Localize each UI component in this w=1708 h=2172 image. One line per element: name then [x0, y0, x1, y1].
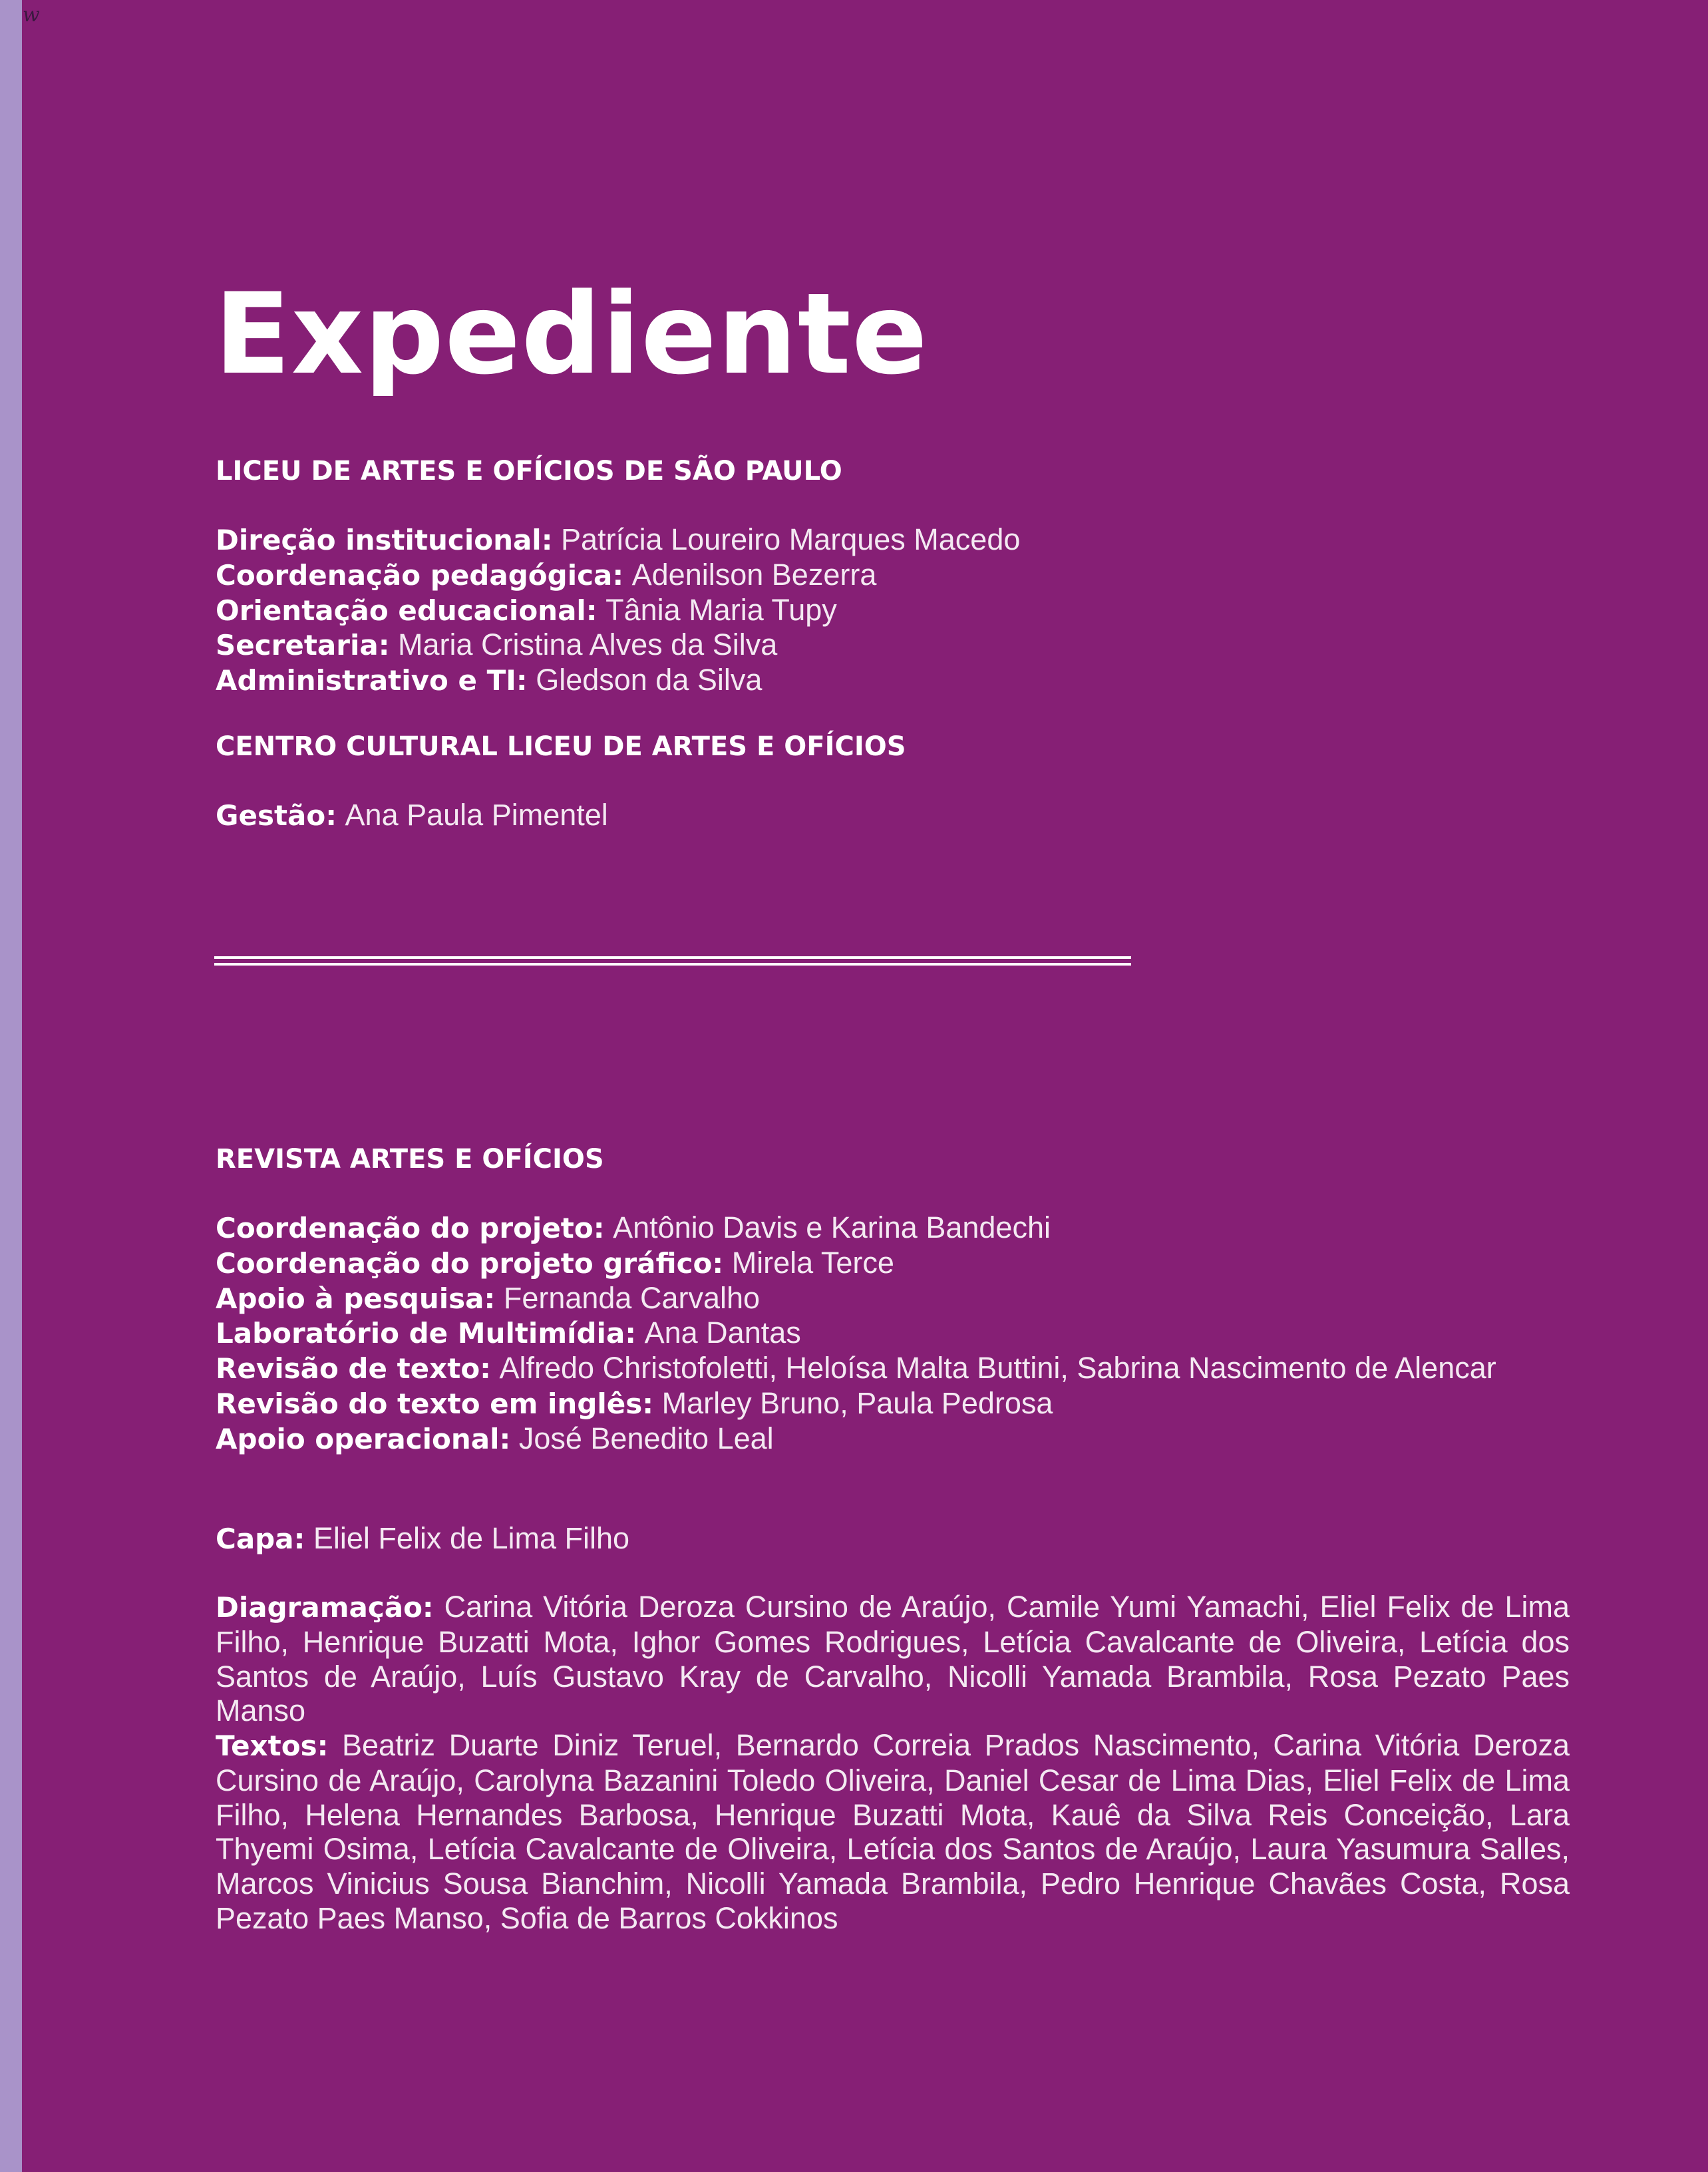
credit-value: Ana Paula Pimentel [345, 798, 608, 832]
credit-value: José Benedito Leal [518, 1421, 774, 1455]
page-title: Expediente [214, 269, 928, 399]
credit-secretaria [216, 628, 1570, 663]
credit-value: Antônio Davis e Karina Bandechi [613, 1210, 1051, 1244]
credit-label: Coordenação pedagógica: [216, 558, 624, 592]
credit-label: Orientação educacional: [216, 594, 598, 627]
credit-revisao-ingles [216, 1386, 1570, 1421]
credit-value: Alfredo Christofoletti, Heloísa Malta Buttini, Sabrina Nascimento de Alencar [499, 1351, 1496, 1385]
credit-label: Apoio à pesquisa: [216, 1282, 496, 1315]
credit-label: Coordenação do projeto gráfico: [216, 1246, 724, 1280]
section-divider [214, 956, 1131, 966]
credit-label: Laboratório de Multimídia: [216, 1317, 637, 1350]
credit-diagramacao [216, 1590, 1570, 1728]
credit-label: Coordenação do projeto: [216, 1212, 605, 1244]
credit-value: Gledson da Silva [536, 663, 763, 697]
side-strip [0, 0, 22, 2172]
credit-value: Adenilson Bezerra [631, 557, 877, 592]
credit-label: Capa: [216, 1523, 305, 1555]
credit-revisao-texto [216, 1351, 1570, 1386]
credit-value: Ana Dantas [644, 1316, 801, 1350]
credit-coordenacao-projeto [216, 1210, 1570, 1246]
credit-textos [216, 1728, 1570, 1936]
credit-apoio-operacional [216, 1421, 1570, 1457]
credit-label: Textos: [216, 1729, 329, 1762]
credit-value: Patrícia Loureiro Marques Macedo [561, 522, 1021, 556]
credit-label: Diagramação: [216, 1591, 434, 1624]
credit-value: Mirela Terce [731, 1245, 894, 1280]
credit-gestao [216, 798, 1570, 833]
divider-line-bottom [214, 963, 1131, 966]
centro-cultural-heading: CENTRO CULTURAL LICEU DE ARTES E OFÍCIOS [216, 731, 906, 762]
credit-label: Gestão: [216, 799, 337, 832]
credit-direcao [216, 522, 1570, 558]
credit-label: Secretaria: [216, 629, 390, 662]
credit-value: Marley Bruno, Paula Pedrosa [661, 1385, 1053, 1420]
credit-value: Beatriz Duarte Diniz Teruel, Bernardo Correia Prados Nascimento, Carina Vitória Deroza Cursino de Araújo, Carolyna Bazanini Toledo Oliveira, Daniel Cesar de Lima Dias, Eliel Felix de Lima Filho, Helena Hernandes Barbosa, Henrique Buzatti Mota, Kauê da Silva Reis Conceição, Lara Thyemi Osima, Letícia Cavalcante de Oliveira, Letícia dos Santos de Araújo, Laura Yasumura Salles, Marcos Vinicius Sousa Bianchim, Nicolli Yamada Brambila, Pedro Henrique Chavães Costa, Rosa Pezato Paes Manso, Sofia de Barros Cokkinos [216, 1728, 1570, 1935]
corner-mark: w [23, 3, 40, 27]
divider-line-top [214, 956, 1131, 959]
credit-coordenacao-pedagogica [216, 558, 1570, 593]
credit-label: Revisão de texto: [216, 1352, 491, 1385]
liceu-heading: LICEU DE ARTES E OFÍCIOS DE SÃO PAULO [216, 456, 842, 486]
credit-administrativo [216, 663, 1570, 698]
credit-value: Fernanda Carvalho [503, 1280, 761, 1315]
credit-value: Carina Vitória Deroza Cursino de Araújo, Camile Yumi Yamachi, Eliel Felix de Lima Filho, Henrique Buzatti Mota, Ighor Gomes Rodrigues, Letícia Cavalcante de Oliveira, Letícia dos Santos de Araújo, Luís Gustavo Kray de Carvalho, Nicolli Yamada Brambila, Rosa Pezato Paes Manso [216, 1590, 1570, 1728]
diagramacao-section [216, 1590, 1570, 1728]
credit-label: Revisão do texto em inglês: [216, 1387, 654, 1420]
textos-section [216, 1728, 1570, 1936]
credit-label: Direção institucional: [216, 524, 553, 556]
credit-apoio-pesquisa [216, 1281, 1570, 1316]
capa-section [216, 1521, 1570, 1556]
credit-value: Eliel Felix de Lima Filho [313, 1521, 630, 1555]
revista-heading: REVISTA ARTES E OFÍCIOS [216, 1144, 604, 1175]
credit-label: Administrativo e TI: [216, 664, 528, 697]
credit-orientacao [216, 593, 1570, 628]
centro-cultural-section [216, 729, 1570, 833]
credit-label: Apoio operacional: [216, 1422, 511, 1455]
credit-projeto-grafico [216, 1246, 1570, 1281]
credit-laboratorio [216, 1316, 1570, 1351]
credit-value: Tânia Maria Tupy [605, 592, 837, 627]
liceu-section [216, 454, 1570, 698]
credit-value: Maria Cristina Alves da Silva [398, 628, 778, 662]
credit-capa [216, 1521, 1570, 1556]
revista-section [216, 1142, 1570, 1457]
